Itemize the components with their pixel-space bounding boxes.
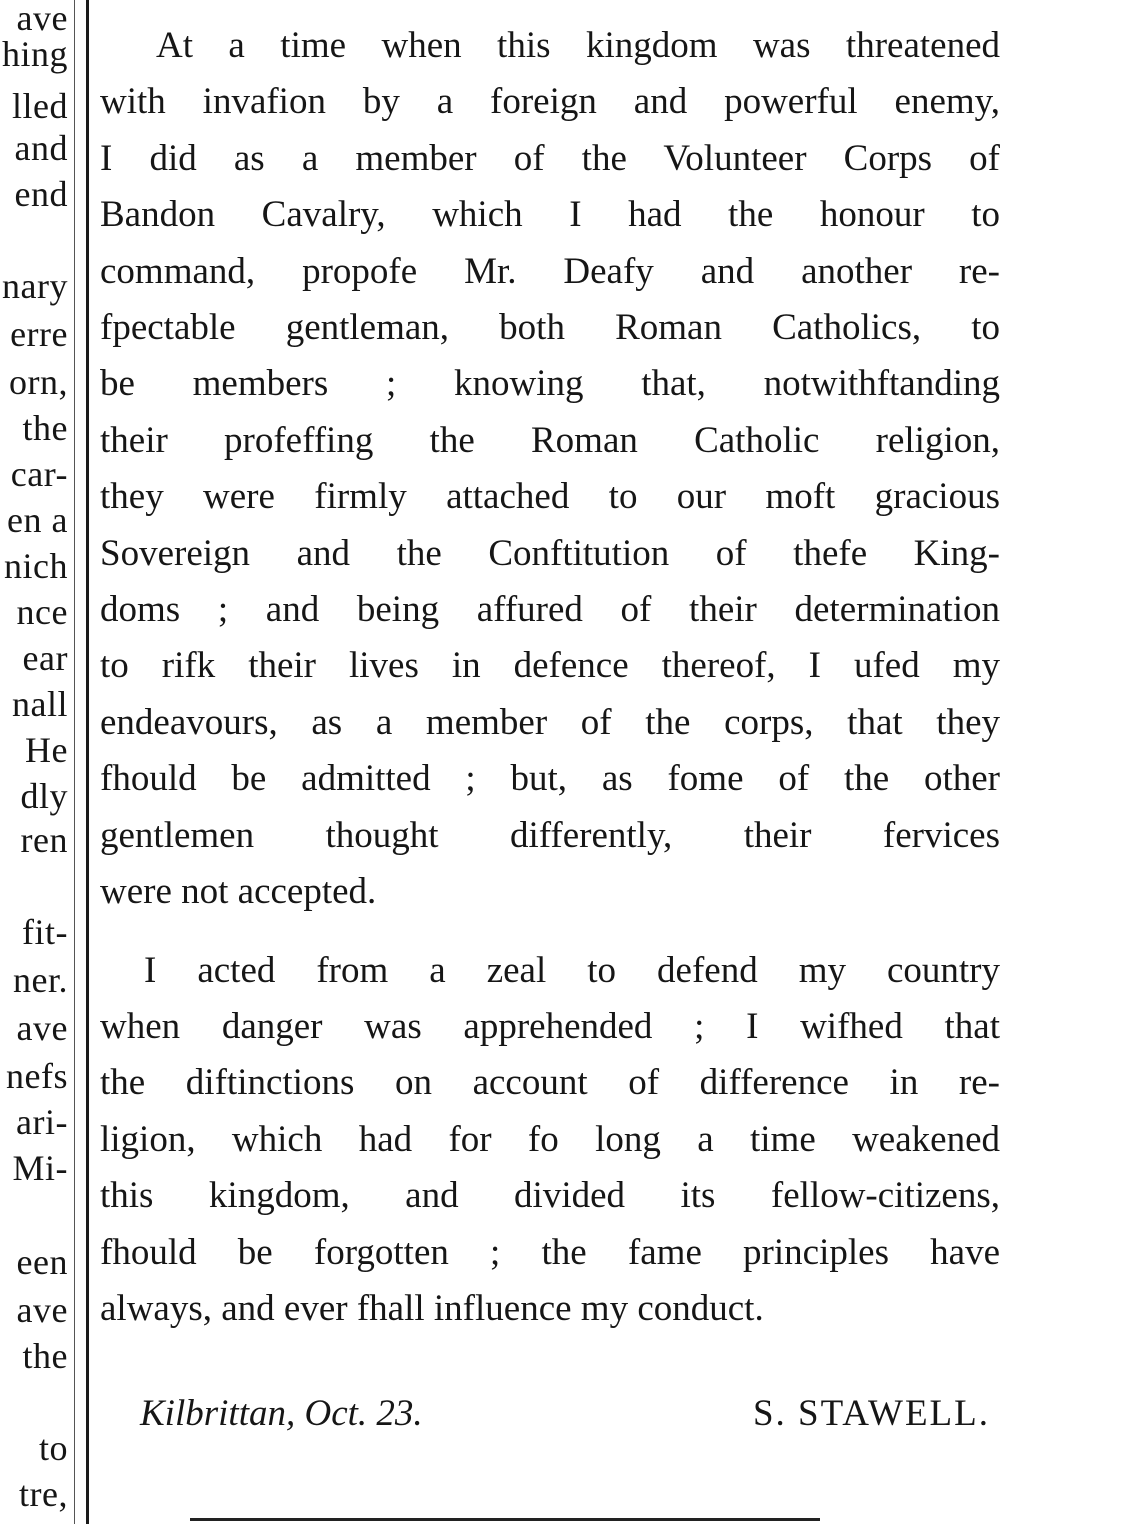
text-line: were not accepted. xyxy=(100,871,377,913)
text-line: with invafion by a foreign and powerful enemy, xyxy=(100,81,1000,123)
signature-name: S. STAWELL. xyxy=(752,1393,990,1434)
column-fragment: ren xyxy=(20,820,68,860)
adjacent-column-fragment xyxy=(0,0,72,1524)
place-date: Kilbrittan, Oct. 23. xyxy=(140,1393,423,1434)
column-fragment: and xyxy=(14,128,68,168)
column-rule-thin xyxy=(74,0,75,1524)
column-fragment: ner. xyxy=(13,960,68,1000)
column-fragment: ari- xyxy=(16,1102,68,1142)
column-fragment: fit- xyxy=(22,912,68,952)
column-rule xyxy=(86,0,89,1524)
column-fragment: end xyxy=(14,174,68,214)
column-fragment: nary xyxy=(2,266,68,306)
text-line: always, and ever fhall influence my conduct. xyxy=(100,1287,764,1329)
column-fragment: tre, xyxy=(19,1474,68,1514)
text-line: ligion, which had for fo long a time weakened xyxy=(100,1118,1000,1160)
letter-article xyxy=(100,18,1000,1337)
column-fragment: orn, xyxy=(9,362,68,402)
text-line: Bandon Cavalry, which I had the honour to xyxy=(100,194,1000,236)
text-line: I acted from a zeal to defend my country xyxy=(144,949,1000,991)
text-line: I did as a member of the Volunteer Corps of xyxy=(100,137,1000,179)
text-line: to rifk their lives in defence thereof, I ufed my xyxy=(100,645,1000,687)
text-line: endeavours, as a member of the corps, that they xyxy=(100,701,1000,743)
column-fragment: He xyxy=(25,730,68,770)
text-line: fhould be forgotten ; the fame principles have xyxy=(100,1231,1000,1273)
column-fragment: dly xyxy=(20,776,68,816)
text-line: their profeffing the Roman Catholic religion, xyxy=(100,419,1000,461)
text-line: Sovereign and the Conftitution of thefe King- xyxy=(100,532,1000,574)
text-line: command, propofe Mr. Deafy and another re- xyxy=(100,250,1000,292)
column-fragment: nich xyxy=(4,546,68,586)
column-fragment: ave xyxy=(16,1290,68,1330)
column-fragment: ave xyxy=(16,0,68,38)
signoff xyxy=(140,1392,990,1452)
text-line: the diftinctions on account of difference in re- xyxy=(100,1062,1000,1104)
column-fragment: een xyxy=(16,1242,68,1282)
text-line: be members ; knowing that, notwithftanding xyxy=(100,363,1000,405)
column-fragment: the xyxy=(22,408,68,448)
column-fragment: nall xyxy=(12,684,68,724)
paragraph-2 xyxy=(100,943,1000,1338)
column-fragment: Mi- xyxy=(12,1148,68,1188)
text-line: they were firmly attached to our moft gracious xyxy=(100,476,1000,518)
text-line: this kingdom, and divided its fellow-citizens, xyxy=(100,1175,1000,1217)
text-line: At a time when this kingdom was threatened xyxy=(156,25,1000,66)
column-fragment: the xyxy=(22,1336,68,1376)
column-fragment: ear xyxy=(22,638,68,678)
column-fragment: erre xyxy=(10,314,68,354)
text-line: doms ; and being affured of their determination xyxy=(100,589,1000,631)
column-fragment: en a xyxy=(7,500,68,540)
column-fragment: ave xyxy=(16,1008,68,1048)
column-fragment: lled xyxy=(12,86,68,126)
column-fragment: hing xyxy=(1,34,68,74)
column-fragment: to xyxy=(38,1428,68,1468)
column-fragment: nefs xyxy=(6,1056,68,1096)
text-line: gentlemen thought differently, their fervices xyxy=(100,814,1000,856)
text-line: fhould be admitted ; but, as fome of the other xyxy=(100,758,1000,800)
text-line: when danger was apprehended ; I wifhed that xyxy=(100,1005,1000,1047)
text-line: fpectable gentleman, both Roman Catholics, to xyxy=(100,307,1000,349)
bottom-rule xyxy=(190,1518,820,1521)
paragraph-1 xyxy=(100,18,1000,921)
column-fragment: car- xyxy=(10,454,68,494)
column-fragment: nce xyxy=(16,592,68,632)
